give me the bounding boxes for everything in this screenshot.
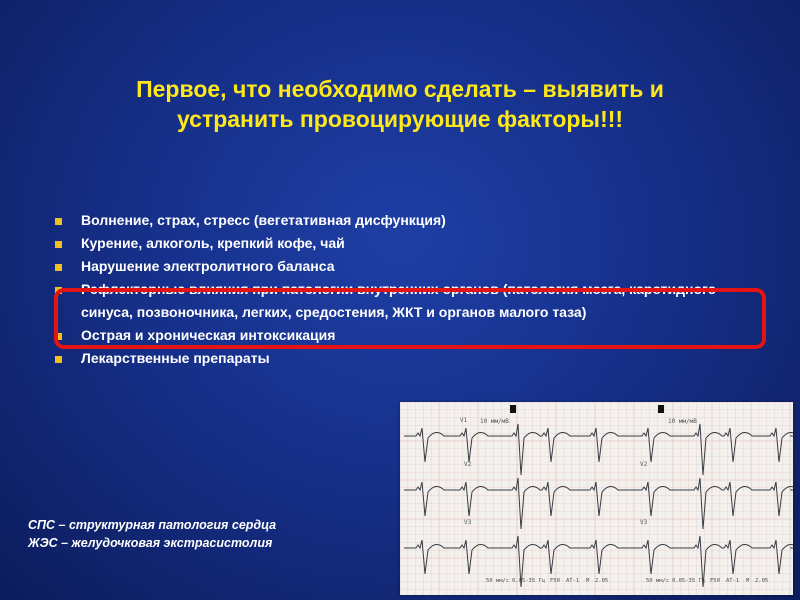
ecg-label-bottom: 0.05-35 Гц [672,578,706,584]
ecg-lead-label: V1 [460,417,468,424]
ecg-label-bottom: F50 [710,578,720,584]
list-item [52,232,732,255]
ecg-footer [486,578,768,584]
list-item-text: Острая и хроническая интоксикация [81,327,336,343]
title-line: Первое, что необходимо сделать – выявить и [136,76,664,102]
list-item-text: Нарушение электролитного баланса [81,258,335,274]
slide-title [40,74,760,134]
ecg-strip-graphic [400,402,793,595]
list-item-text: Волнение, страх, стресс (вегетативная дисфункция) [81,212,446,228]
footnotes [28,516,276,552]
ecg-lead-label: V2 [640,461,648,468]
ecg-label-bottom: F50 [550,578,560,584]
ecg-label-bottom: 2.05 [755,578,769,584]
ecg-lead-label: V2 [464,461,472,468]
list-item [52,255,732,278]
ecg-lead-label: V3 [640,519,648,526]
ecg-label-bottom: M [586,578,590,584]
list-item-text: Рефлекторные влияния при патологии внутренних органов (патология мозга, каротидного синуса, позвоночника, легких, средостения, ЖКТ и органов малого таза) [81,281,717,320]
list-item-text: Курение, алкоголь, крепкий кофе, чай [81,235,345,251]
ecg-marker [510,405,516,413]
ecg-label-bottom: 2.05 [595,578,609,584]
ecg-label-top: 10 мм/мВ [480,418,509,425]
bullet-marker-icon [55,356,62,363]
bullet-marker-icon [55,264,62,271]
footnote: СПС – структурная патология сердца [28,518,277,532]
ecg-label-bottom: M [746,578,750,584]
ecg-label-top: 10 мм/мВ [668,418,697,425]
ecg-label-bottom: AT-1 [566,578,580,584]
ecg-label-bottom: 0.05-35 Гц [512,578,546,584]
highlight-box [54,288,766,349]
ecg-label-bottom: AT-1 [726,578,740,584]
ecg-lead-label: V3 [464,519,472,526]
ecg-strip-image [400,402,793,595]
ecg-label-bottom: 50 мм/с [646,578,670,584]
title-line: устранить провоцирующие факторы!!! [176,106,624,132]
ecg-marker [658,405,664,413]
bullet-marker-icon [55,218,62,225]
list-item [52,209,732,232]
list-item [52,347,732,370]
list-item-text: Лекарственные препараты [81,350,270,366]
ecg-label-bottom: 50 мм/с [486,578,510,584]
footnote: ЖЭС – желудочковая экстрасистолия [28,536,273,550]
bullet-marker-icon [55,241,62,248]
